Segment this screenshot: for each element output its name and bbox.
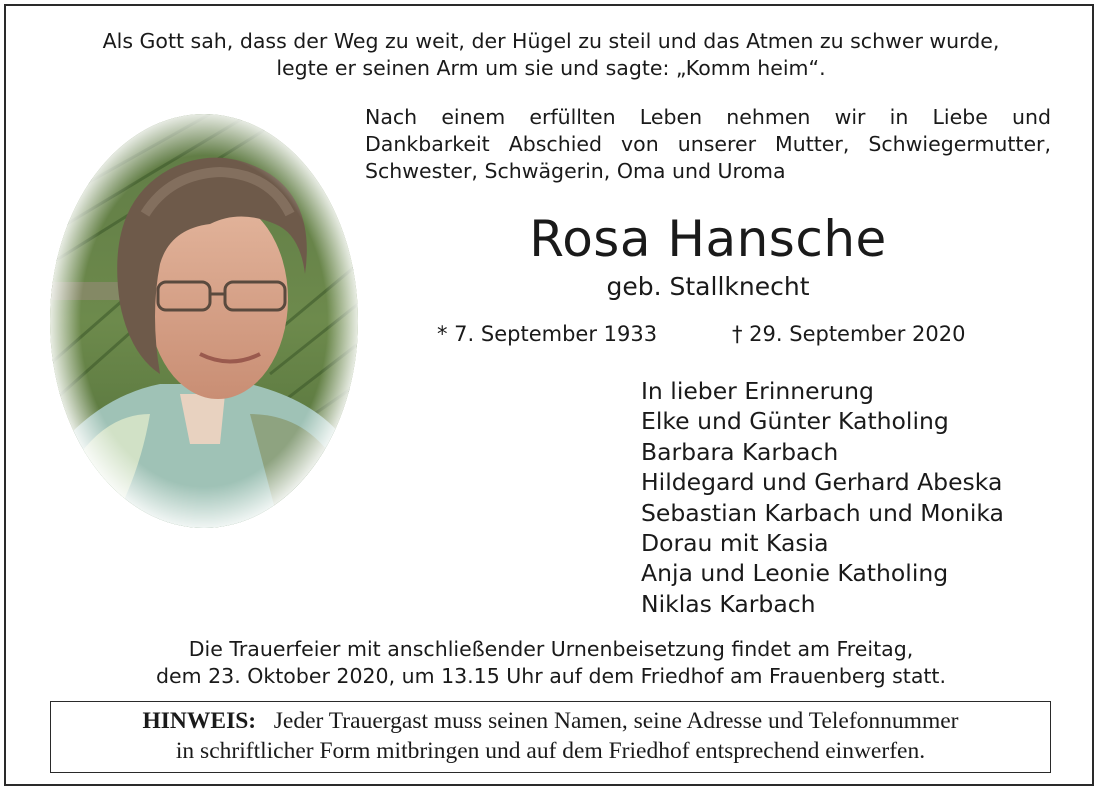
opening-quote	[20, 28, 1082, 82]
birth-date: * 7. September 1933	[437, 322, 658, 346]
mourner-line: Anja und Leonie Katholing	[641, 559, 949, 588]
deceased-name: Rosa Hansche	[529, 210, 887, 268]
funeral-line-1: Die Trauerfeier mit anschließender Urnenbeisetzung findet am Freitag,	[188, 637, 914, 661]
intro-line-3: Schwester, Schwägerin, Oma und Uroma	[365, 159, 786, 183]
portrait-photo	[50, 114, 358, 528]
intro-line-1: Nach einem erfüllten Leben nehmen wir in Liebe und	[365, 105, 1051, 129]
notice-box	[50, 701, 1051, 773]
mourner-line: Elke und Günter Katholing	[641, 407, 949, 436]
mourner-line: Hildegard und Gerhard Abeska	[641, 468, 1003, 497]
death-date: † 29. September 2020	[732, 322, 966, 346]
funeral-line-2: dem 23. Oktober 2020, um 13.15 Uhr auf dem Friedhof am Frauenberg statt.	[156, 664, 946, 688]
maiden-name: geb. Stallknecht	[606, 272, 810, 301]
quote-line-1: Als Gott sah, dass der Weg zu weit, der Hügel zu steil und das Atmen zu schwer wurde,	[102, 29, 1000, 53]
quote-line-2: legte er seinen Arm um sie und sagte: „Komm heim“.	[276, 56, 826, 80]
mourner-line: Dorau mit Kasia	[641, 529, 829, 558]
notice-text-1: Jeder Trauergast muss seinen Namen, seine Adresse und Telefonnummer	[273, 708, 959, 734]
mourners-list	[641, 376, 1004, 619]
intro-text	[365, 104, 1051, 185]
notice-label: HINWEIS:	[142, 708, 257, 734]
notice-line-2: in schriftlicher Form mitbringen und auf dem Friedhof entsprechend einwerfen.	[175, 738, 926, 764]
mourner-line: Sebastian Karbach und Monika	[641, 498, 1004, 527]
intro-line-2: Dankbarkeit Abschied von unserer Mutter, Schwiegermutter,	[365, 132, 1051, 156]
funeral-info	[20, 636, 1082, 690]
mourner-line: Niklas Karbach	[641, 589, 816, 618]
mourner-line: In lieber Erinnerung	[641, 377, 874, 405]
notice-line-1	[51, 706, 1050, 736]
mourner-line: Barbara Karbach	[641, 437, 839, 466]
